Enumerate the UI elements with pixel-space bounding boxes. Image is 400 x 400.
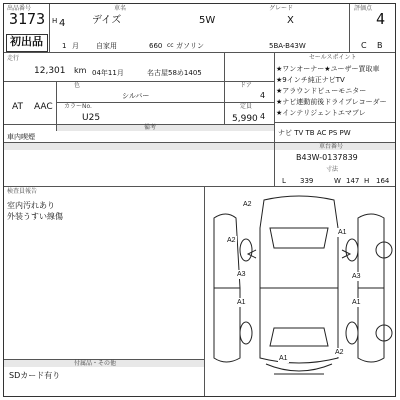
model-code: 5BA-B43W [269,42,306,50]
grade-label: グレード [269,5,294,12]
inspector-note: 外装うすい線傷 [7,212,63,221]
month: 1 [62,42,67,50]
feature-item: ★ナビ連動前後ドライブレコーダー [276,98,387,106]
divider [49,4,50,52]
exterior-score: B [377,41,383,50]
damage-left-rear: A1 [237,299,246,306]
divider [224,52,225,124]
memo-label: 備考 [144,124,157,131]
features-title: セールスポイント [309,54,357,61]
wheel-right-front [346,239,358,261]
accessories-title: 付属品・その他 [74,360,117,367]
seats-value: 4 [260,112,266,121]
plate-number: 名古屋58め1405 [147,69,202,77]
month-unit: 月 [72,42,79,50]
divider [349,4,350,52]
vin-value: B43W-0137839 [296,153,358,162]
color-code: U25 [82,113,101,123]
inspection-date: 04年11月 [92,69,124,77]
car-damage-diagram [206,188,393,394]
lot-label: 出品番号 [7,5,32,12]
wheel-left-rear [240,322,252,344]
inspector-title: 検査員報告 [7,188,38,195]
divider [274,142,275,186]
divider [56,81,57,131]
divider [4,186,395,187]
divider [4,81,274,82]
history-value: 車内喫煙 [7,133,35,141]
divider [274,52,275,142]
divider [204,186,205,396]
mileage: 12,301 [34,66,66,76]
fuel: ガソリン [176,42,204,50]
wheel-left-front [240,239,252,261]
memo-header-band [4,143,274,150]
mileage-label: 走行 [7,55,20,62]
feature-item: ★インテリジェントエマブレ [276,109,366,117]
dims-label: 寸法 [326,166,339,173]
inspector-note: 室内汚れあり [7,201,55,210]
seats-label: 定員 [240,103,253,110]
feature-item: ★アラウンドビューモニター [276,87,367,95]
windshield-outline [270,228,328,248]
usage: 自家用 [96,42,117,50]
score-label: 評価点 [354,5,373,12]
length-value: 339 [300,177,314,185]
year-prefix: H [52,17,58,25]
color-label: 色 [74,82,81,89]
color-value: シルバー [122,92,150,100]
feature-item: ★ワンオーナー★ユーザー買取車 [276,65,380,73]
damage-right-front: A1 [338,229,347,236]
divider [4,52,395,53]
grade-value: X [287,15,294,26]
grade-code: 5W [199,15,216,26]
damage-right-middle: A3 [352,273,361,280]
damage-front: A2 [243,201,252,208]
height-value: 164 [376,177,390,185]
vin-label: 車台番号 [319,143,344,150]
car-name: デイズ [92,15,122,26]
feature-item: ★9インチ純正ナビTV [276,76,345,84]
doors-label: ドア [240,82,252,89]
width-value: 147 [346,177,360,185]
year-value: 4 [59,18,66,29]
rear-window-outline [270,328,328,346]
interior-score: C [361,41,367,50]
height-label: H [364,177,370,185]
accessories-note: SDカード有り [9,371,61,380]
damage-rear-right: A2 [335,349,344,356]
length-label: L [282,177,286,185]
damage-right-rear: A1 [352,299,361,306]
color-number-label: カラーNo. [64,103,92,110]
auction-sheet [3,3,396,397]
damage-left-middle: A3 [237,271,246,278]
damage-left-front: A2 [227,237,236,244]
score-value: 4 [376,10,386,28]
air-conditioning: AAC [34,102,53,112]
first-listing-badge [6,34,48,52]
divider [274,122,395,123]
displacement: 660 [149,42,163,50]
equipment-codes: ナビ TV TB AC PS PW [278,129,351,137]
price-value: 5,990 [232,114,258,124]
displacement-unit: cc [167,42,174,49]
transmission: AT [12,102,23,112]
mileage-unit: km [74,66,87,75]
car-name-label: 車名 [114,5,127,12]
damage-rear-left: A1 [279,355,288,362]
doors-value: 4 [260,91,266,100]
history-header [56,125,274,131]
rear-bumper [266,364,332,371]
wheel-right-rear [346,322,358,344]
first-listing-text: 初出品 [10,35,43,48]
width-label: W [334,177,341,185]
lot-number: 3173 [9,10,46,28]
